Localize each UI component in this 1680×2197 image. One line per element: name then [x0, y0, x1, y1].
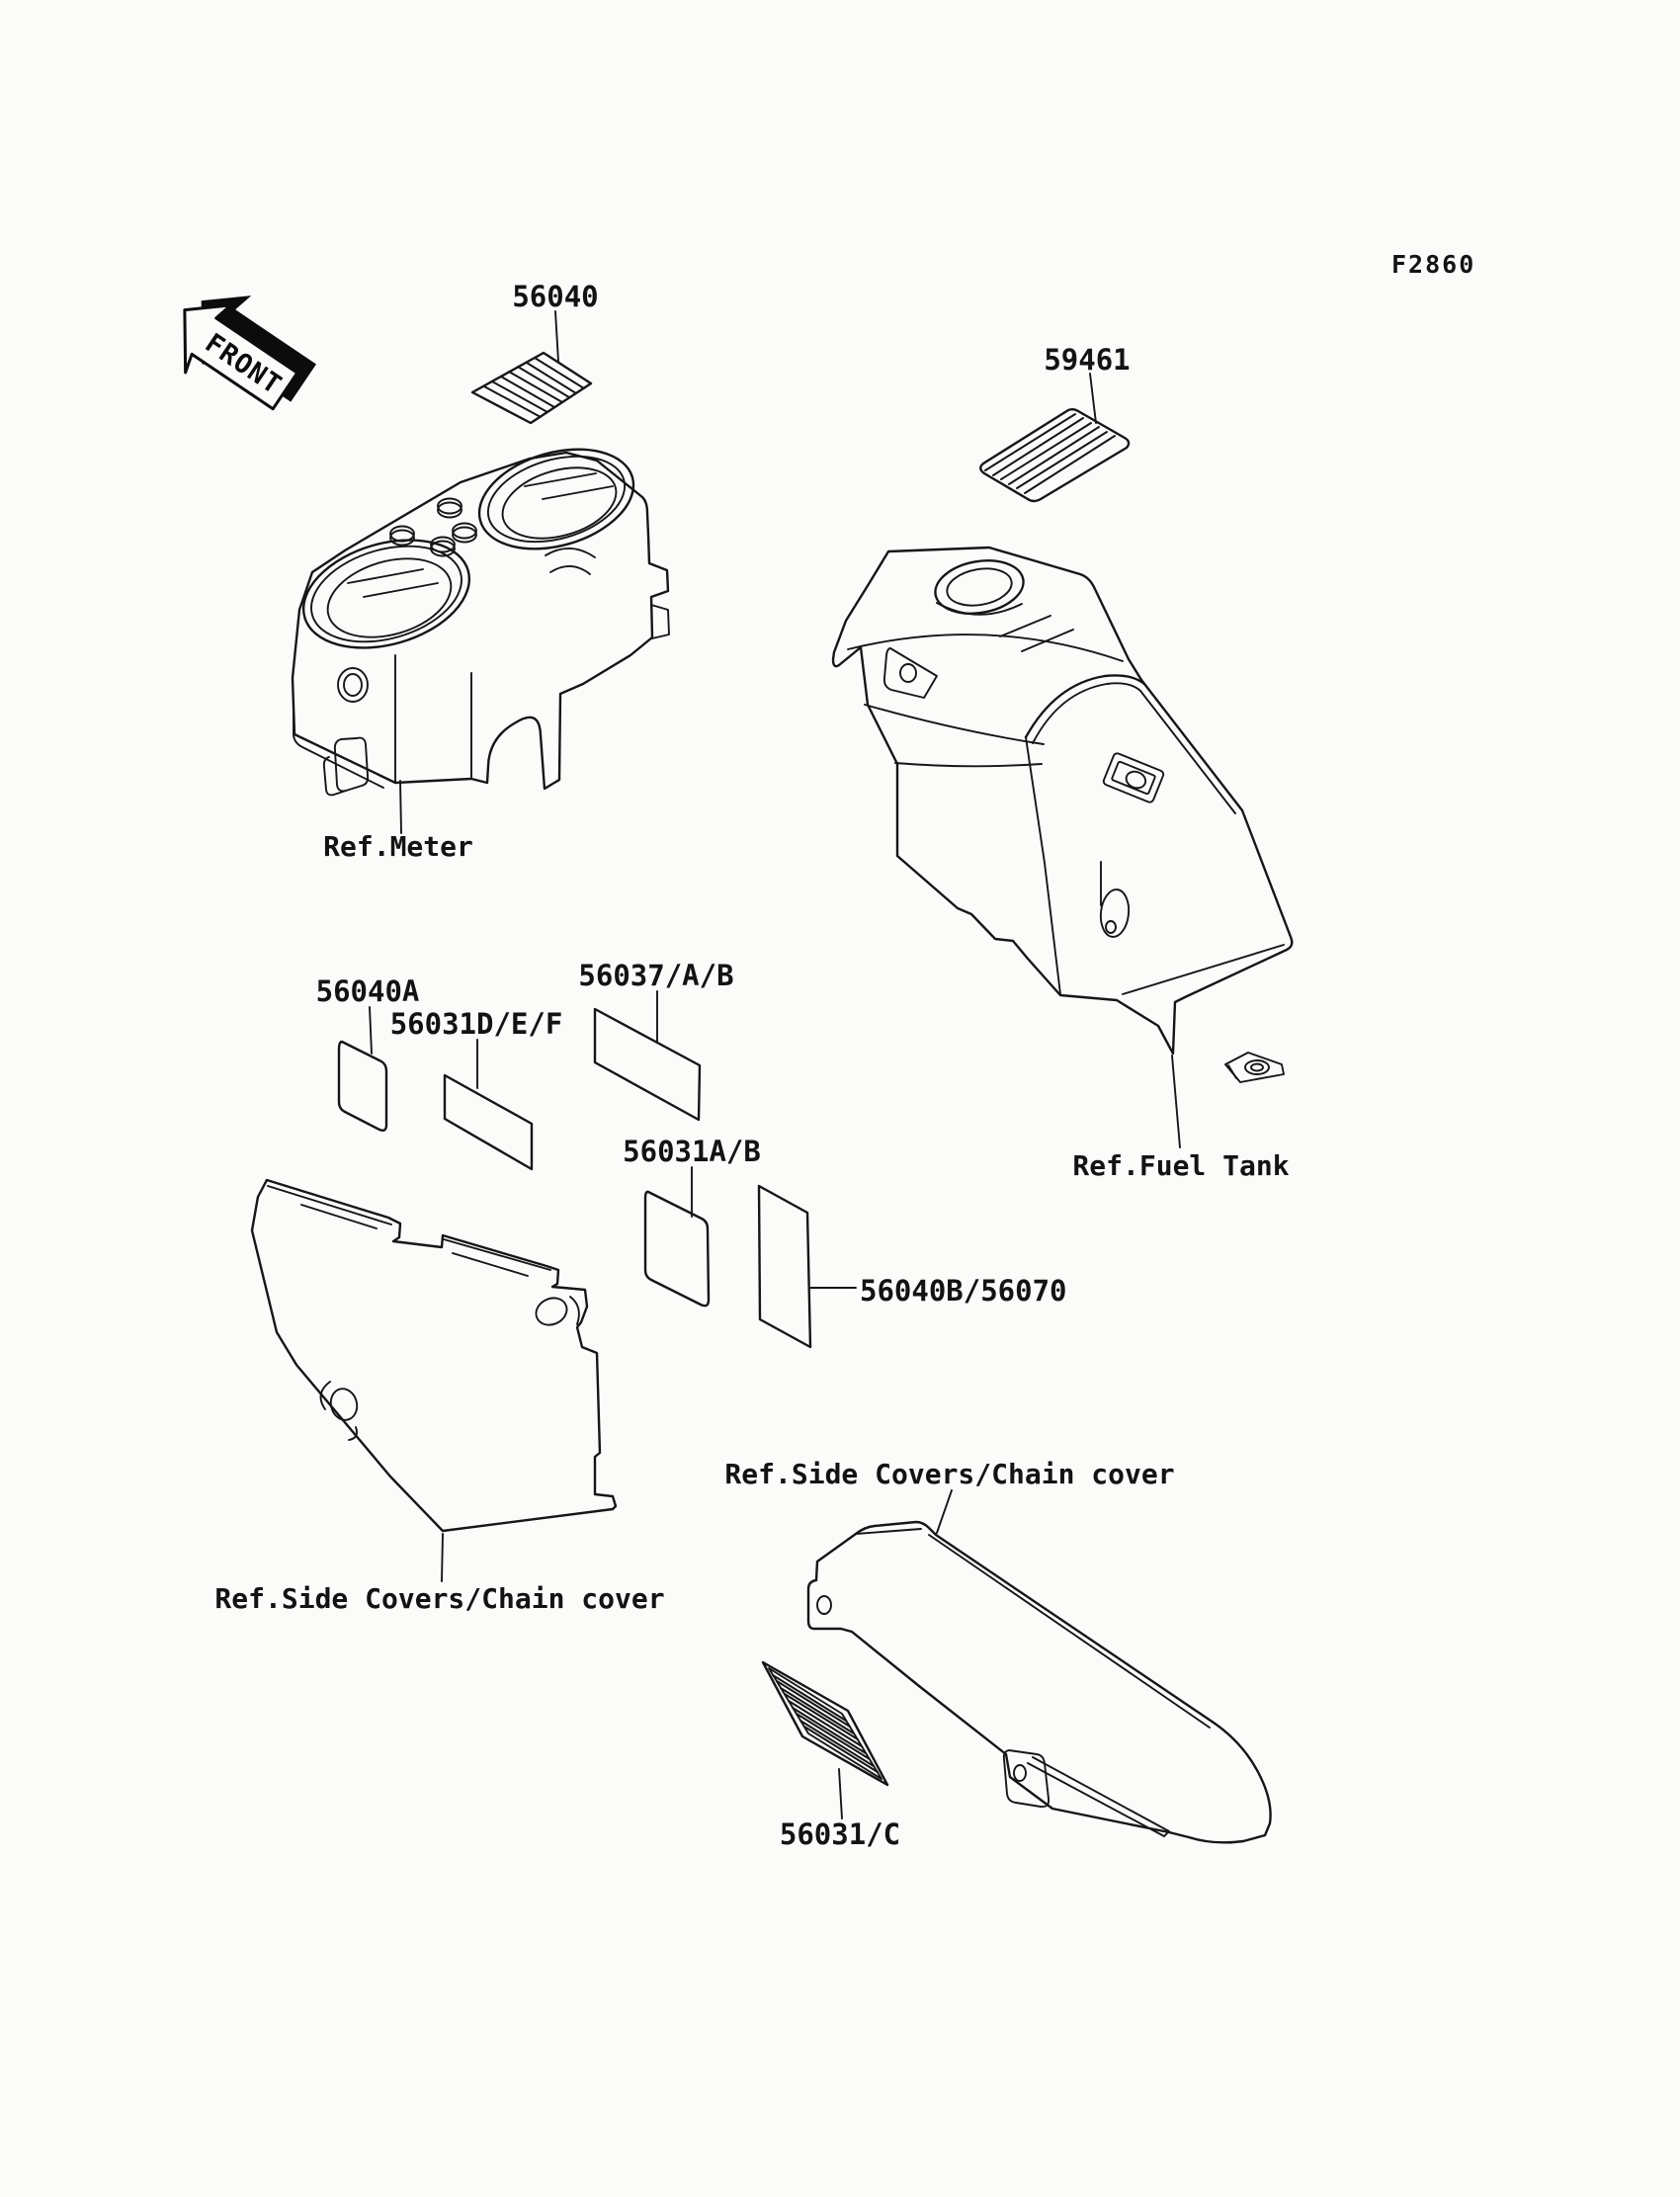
shroud-slot — [1103, 752, 1165, 803]
leader-56031c — [839, 1769, 842, 1818]
ref-side-covers-right-label: Ref.Side Covers/Chain cover — [724, 1458, 1175, 1490]
callout-56040[interactable]: 56040 — [512, 280, 599, 313]
ref-meter-label: Ref.Meter — [323, 830, 473, 863]
label-56040b-decal — [759, 1186, 856, 1347]
callout-56037ab[interactable]: 56037/A/B — [578, 959, 734, 992]
leader-56040a — [370, 1007, 372, 1054]
callout-56031ab[interactable]: 56031A/B — [623, 1135, 761, 1168]
leader-59461 — [1090, 374, 1096, 423]
label-56031c-decal — [763, 1662, 887, 1818]
side-cover-grommet — [532, 1293, 571, 1329]
callout-56040b-56070[interactable]: 56040B/56070 — [860, 1274, 1067, 1308]
front-arrow-label: FRONT — [199, 327, 288, 401]
leader-ref-meter — [400, 781, 401, 833]
meter-buttons — [390, 499, 476, 556]
callout-56040a[interactable]: 56040A — [315, 974, 420, 1008]
chain-cover-front-hole — [817, 1596, 831, 1614]
leader-ref-fuel-tank — [1172, 1056, 1180, 1147]
diagram-code: F2860 — [1391, 250, 1476, 279]
label-56040-decal — [472, 311, 591, 423]
ref-side-covers-left-label: Ref.Side Covers/Chain cover — [214, 1582, 665, 1615]
meter-drawing — [291, 433, 669, 833]
tank-bracket — [884, 648, 937, 698]
leader-ref-side-right — [937, 1490, 952, 1533]
left-gauge-glass-lines — [348, 569, 438, 597]
callout-56031def[interactable]: 56031D/E/F — [389, 1007, 563, 1041]
leader-ref-side-left — [442, 1534, 443, 1581]
label-56037ab-decal — [595, 991, 700, 1120]
side-cover-rib1 — [268, 1186, 391, 1228]
ref-fuel-tank-label: Ref.Fuel Tank — [1072, 1149, 1290, 1182]
callout-56031c[interactable]: 56031/C — [779, 1817, 901, 1851]
front-arrow — [156, 272, 325, 430]
right-gauge-glass-lines — [525, 473, 613, 499]
callout-59461[interactable]: 59461 — [1044, 343, 1131, 377]
side-cover-rib2 — [444, 1239, 550, 1276]
filler-cap — [931, 554, 1028, 621]
label-56040a-decal — [339, 1007, 386, 1131]
label-56031ab-decal — [645, 1167, 709, 1306]
leader-56040 — [555, 311, 558, 362]
label-56031def-decal — [445, 1040, 532, 1169]
label-59461-decal — [980, 374, 1129, 501]
chain-cover-ridge — [856, 1529, 1210, 1728]
side-cover-drawing — [252, 1180, 616, 1581]
tank-rear-bracket — [1225, 1053, 1284, 1082]
chain-cover-drawing — [808, 1490, 1271, 1842]
side-cover-hole — [327, 1386, 360, 1423]
fuel-tank-drawing — [833, 548, 1292, 1147]
